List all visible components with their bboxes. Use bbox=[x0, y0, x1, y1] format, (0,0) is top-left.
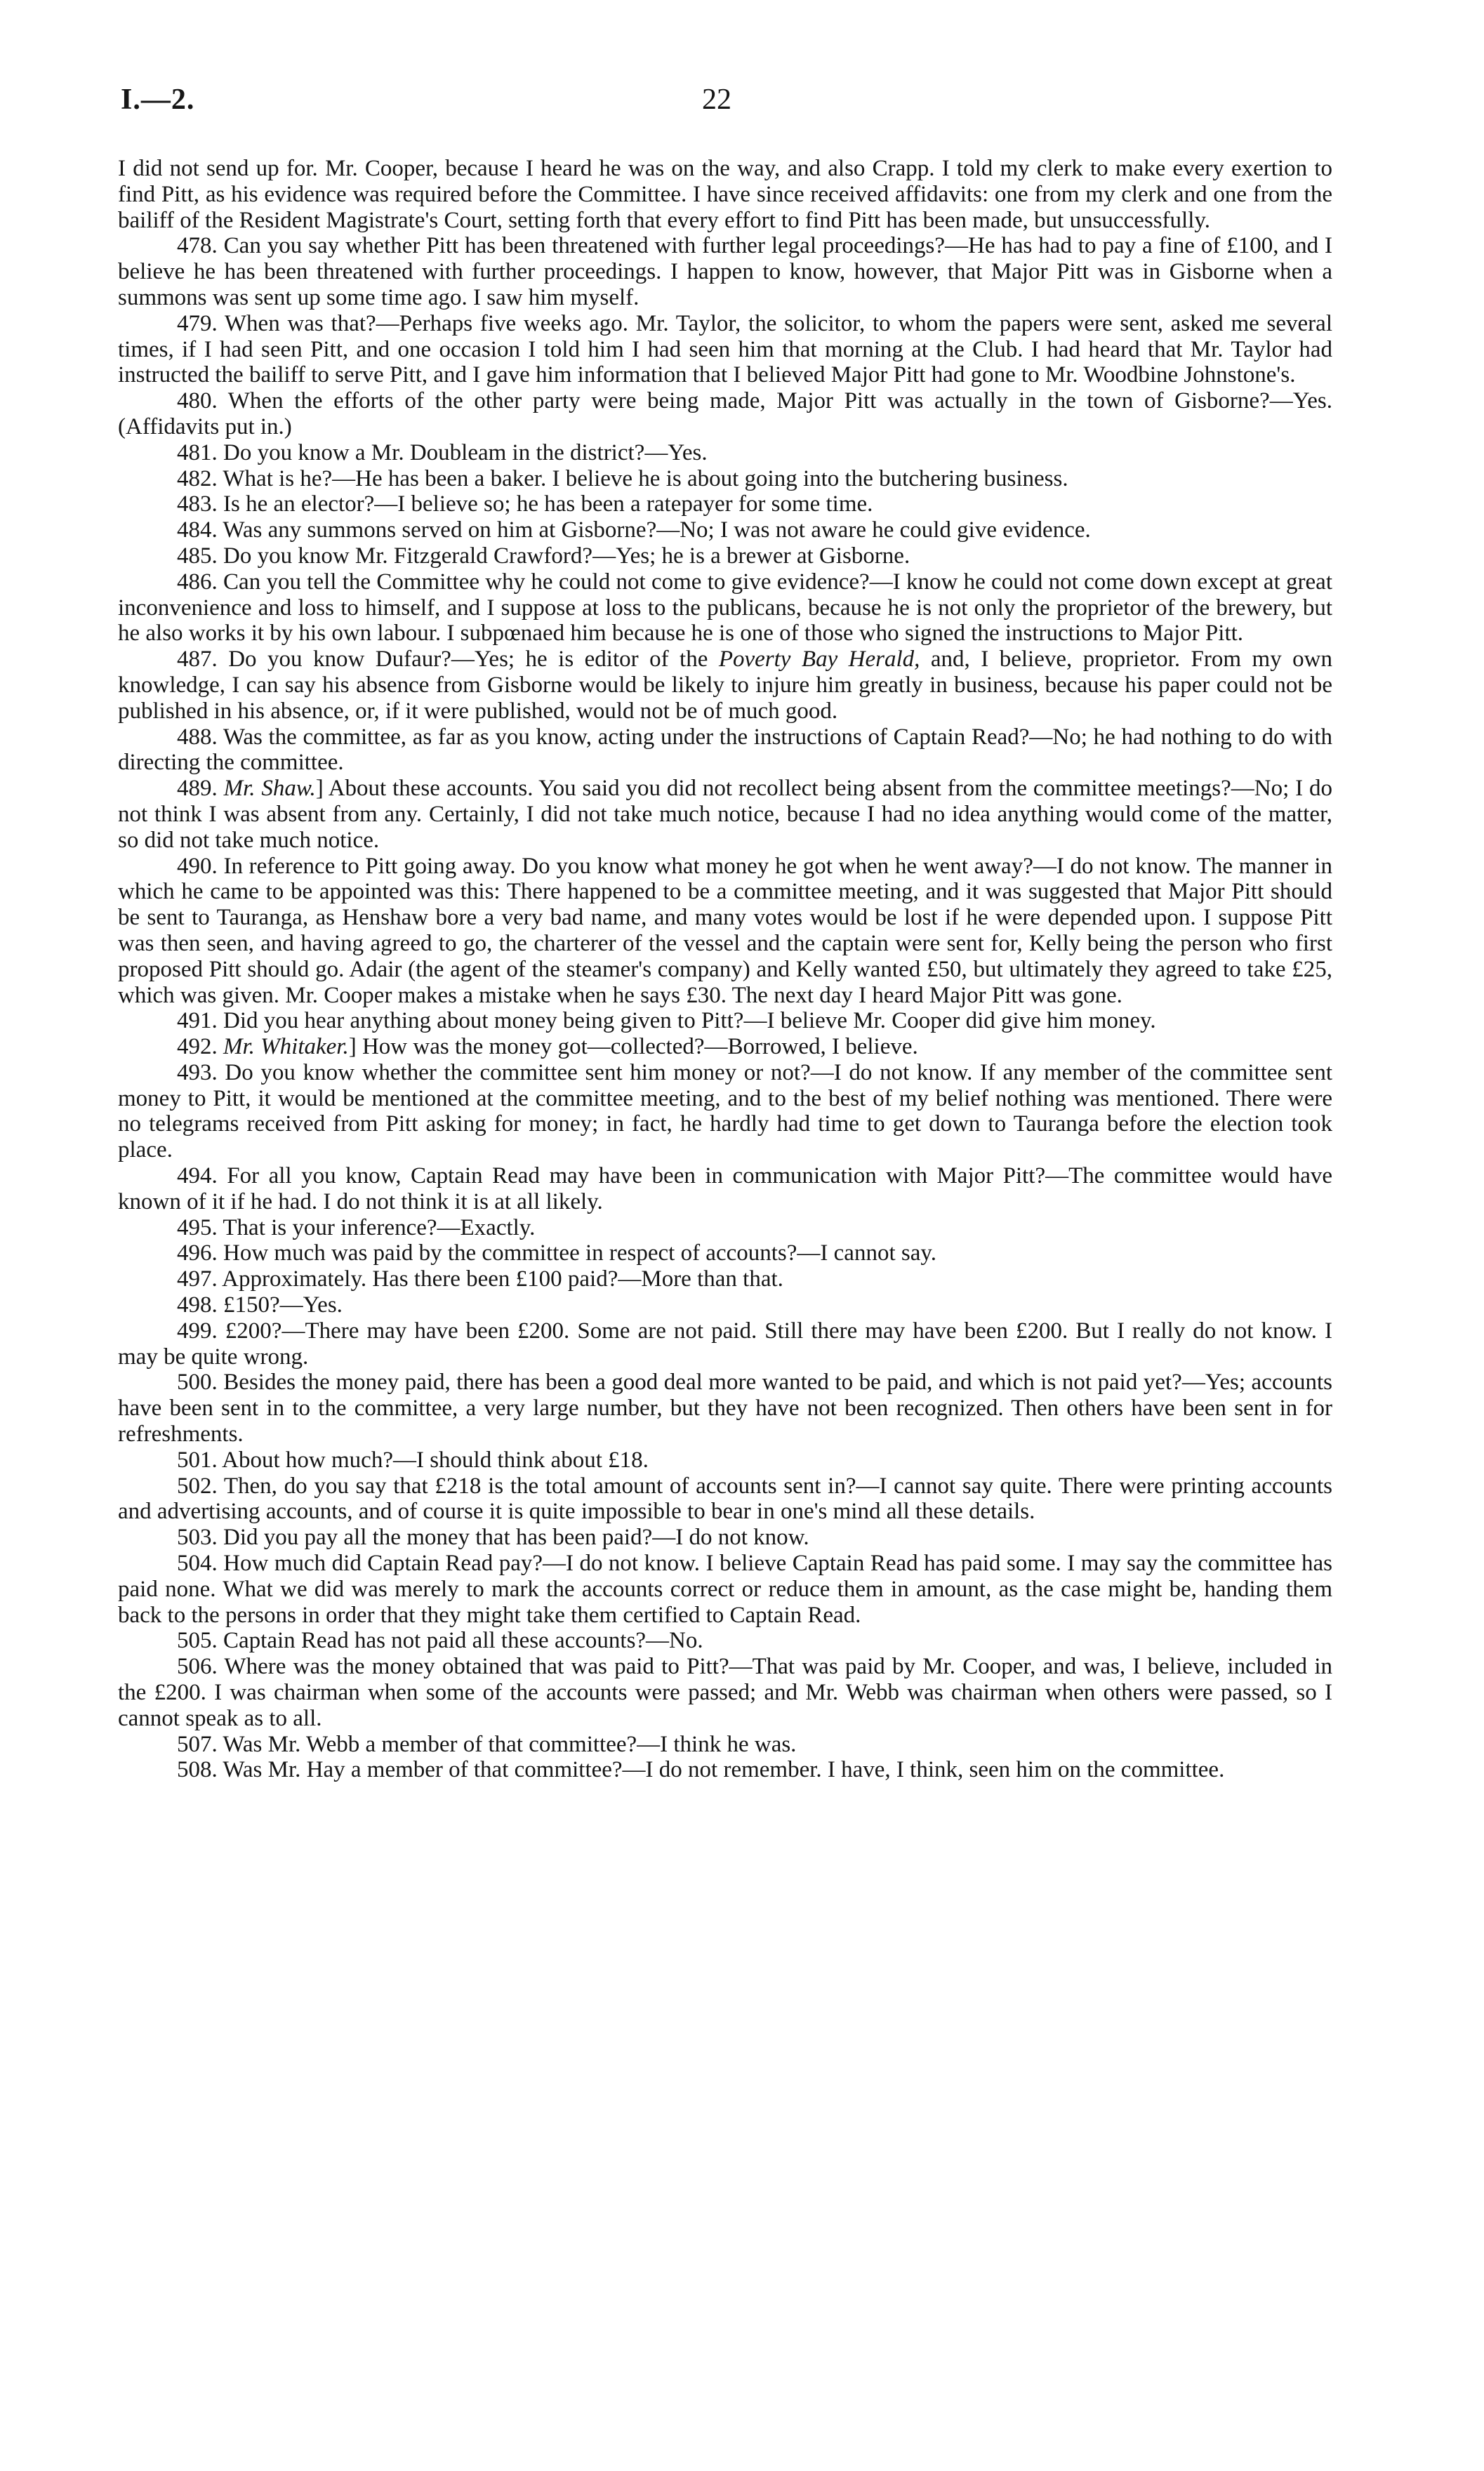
paragraph: 502. Then, do you say that £218 is the total amount of accounts sent in?—I cannot say quite. There were printing accounts and advertising accounts, and of course it is quite impossible to bear in one's mind all these details. bbox=[118, 1473, 1332, 1525]
paragraph: 485. Do you know Mr. Fitzgerald Crawford?—Yes; he is a brewer at Gisborne. bbox=[177, 543, 910, 569]
paragraph: 494. For all you know, Captain Read may have been in communication with Major Pitt?—The committee would have known of it if he had. I do not think it is at all likely. bbox=[118, 1163, 1332, 1214]
paragraph: 484. Was any summons served on him at Gisborne?—No; I was not aware he could give evidence. bbox=[177, 517, 1091, 543]
paragraph: 479. When was that?—Perhaps five weeks ago. Mr. Taylor, the solicitor, to whom the papers were sent, asked me several times, if I had seen Pitt, and one occasion I told him I had seen him that morning at the Club. I had heard that Mr. Taylor had instructed the bailiff to serve Pitt, and I gave him information that I believed Major Pitt had gone to Mr. Woodbine Johnstone's. bbox=[118, 310, 1332, 388]
page-header bbox=[118, 83, 1332, 132]
speaker-name: Mr. Shaw. bbox=[223, 776, 316, 802]
paragraph: 495. That is your inference?—Exactly. bbox=[177, 1214, 536, 1240]
speaker-name: Mr. Whitaker. bbox=[223, 1034, 349, 1060]
paragraph: 488. Was the committee, as far as you know, acting under the instructions of Captain Read?—No; he had nothing to do with directing the committee. bbox=[118, 724, 1332, 776]
paragraph-text: ] About these accounts. You said you did not recollect being absent from the committee meetings?—No; I do not think I was absent from any. Certainly, I did not take much notice, because I had no idea anything would come of the matter, so did not take much notice. bbox=[118, 776, 1332, 853]
paragraph: 500. Besides the money paid, there has been a good deal more wanted to be paid, and which is not paid yet?—Yes; accounts have been sent in to the committee, a very large number, but they have not been recognized. Then others have been sent in for refreshments. bbox=[118, 1370, 1332, 1448]
paragraph: 498. £150?—Yes. bbox=[177, 1292, 343, 1318]
paragraph-text: 487. Do you know Dufaur?—Yes; he is editor of the bbox=[177, 647, 719, 673]
paragraph: 496. How much was paid by the committee in respect of accounts?—I cannot say. bbox=[177, 1240, 936, 1266]
paragraph: 504. How much did Captain Read pay?—I do not know. I believe Captain Read has paid some. I may say the committee has paid none. What we did was merely to mark the accounts correct or reduce them in amount, as the case might be, handing them back to the persons in order that they might take them certified to Captain Read. bbox=[118, 1551, 1332, 1628]
paragraph: 508. Was Mr. Hay a member of that committee?—I do not remember. I have, I think, seen him on the committee. bbox=[177, 1757, 1225, 1783]
paragraph: I did not send up for. Mr. Cooper, because I heard he was on the way, and also Crapp. I told my clerk to make every exertion to find Pitt, as his evidence was required before the Committee. I have since received affidavits: one from my clerk and one from the bailiff of the Resident Magistrate's Court, setting forth that every effort to find Pitt has been made, but unsuccessfully. bbox=[118, 156, 1332, 233]
paragraph: 497. Approximately. Has there been £100 paid?—More than that. bbox=[177, 1266, 783, 1292]
paragraph: 506. Where was the money obtained that was paid to Pitt?—That was paid by Mr. Cooper, and was, I believe, included in the £200. I was chairman when some of the accounts were passed; and Mr. Webb was chairman when others were passed, so I cannot speak as to all. bbox=[118, 1654, 1332, 1731]
paragraph: 490. In reference to Pitt going away. Do you know what money he got when he went away?—I do not know. The manner in which he came to be appointed was this: There happened to be a committee meeting, and it was suggested that Major Pitt should be sent to Tauranga, as Henshaw bore a very bad name, and many votes would be lost if he were depended upon. I suppose Pitt was then seen, and having agreed to go, the charterer of the vessel and the captain were sent for, Kelly being the person who first proposed Pitt should go. Adair (the agent of the steamer's company) and Kelly wanted £50, but ultimately they agreed to take £25, which was given. Mr. Cooper makes a mistake when he says £30. The next day I heard Major Pitt was gone. bbox=[118, 853, 1332, 1008]
paragraph-text: 489. bbox=[177, 776, 224, 802]
document-page bbox=[118, 83, 1332, 1783]
paragraph-text: 492. bbox=[177, 1034, 223, 1060]
paragraph: 501. About how much?—I should think about £18. bbox=[177, 1447, 649, 1473]
paragraph: 478. Can you say whether Pitt has been threatened with further legal proceedings?—He has had to pay a fine of £100, and I believe he has been threatened with further proceedings. I happen to know, however, that Major Pitt was in Gisborne when a summons was sent up some time ago. I saw him myself. bbox=[118, 233, 1332, 310]
paragraph: 491. Did you hear anything about money being given to Pitt?—I believe Mr. Cooper did give him money. bbox=[177, 1008, 1156, 1034]
paragraph: 483. Is he an elector?—I believe so; he has been a ratepayer for some time. bbox=[177, 491, 873, 517]
paragraph: 507. Was Mr. Webb a member of that committee?—I think he was. bbox=[177, 1731, 797, 1757]
paragraph bbox=[118, 776, 1332, 853]
evidence-text bbox=[118, 156, 1332, 1783]
paragraph-text: ] How was the money got—collected?—Borrowed, I believe. bbox=[348, 1034, 918, 1060]
paragraph: 505. Captain Read has not paid all these accounts?—No. bbox=[177, 1628, 703, 1654]
paragraph: 486. Can you tell the Committee why he could not come to give evidence?—I know he could not come down except at great inconvenience and loss to himself, and I suppose at loss to the publicans, because he is not only the proprietor of the brewery, but he also works it by his own labour. I subpœnaed him because he is one of those who signed the instructions to Major Pitt. bbox=[118, 569, 1332, 647]
paragraph: 482. What is he?—He has been a baker. I believe he is about going into the butchering business. bbox=[177, 465, 1068, 491]
paragraph: 480. When the efforts of the other party were being made, Major Pitt was actually in the town of Gisborne?—Yes. (Affidavits put in.) bbox=[118, 388, 1332, 439]
paragraph bbox=[118, 647, 1332, 724]
newspaper-title: Poverty Bay Herald, bbox=[718, 647, 920, 673]
paragraph: 499. £200?—There may have been £200. Some are not paid. Still there may have been £200. But I really do not know. I may be quite wrong. bbox=[118, 1318, 1332, 1370]
page-number: 22 bbox=[702, 84, 731, 116]
paragraph: 493. Do you know whether the committee sent him money or not?—I do not know. If any member of the committee sent money to Pitt, it would be mentioned at the committee meeting, and to the best of my belief nothing was mentioned. There were no telegrams received from Pitt asking for money; in fact, he hardly had time to get down to Tauranga before the election took place. bbox=[118, 1059, 1332, 1163]
paragraph-text: and, I believe, proprietor. From my own knowledge, I can say his absence from Gisborne would be likely to injure him greatly in business, because his paper could not be published in his absence, or, if it were published, would not be of much good. bbox=[118, 647, 1333, 724]
paragraph: 481. Do you know a Mr. Doubleam in the district?—Yes. bbox=[177, 439, 708, 465]
parliamentary-paper-reference: I.—2. bbox=[121, 84, 195, 116]
paragraph: 503. Did you pay all the money that has been paid?—I do not know. bbox=[177, 1525, 809, 1551]
paragraph bbox=[118, 1034, 1332, 1060]
